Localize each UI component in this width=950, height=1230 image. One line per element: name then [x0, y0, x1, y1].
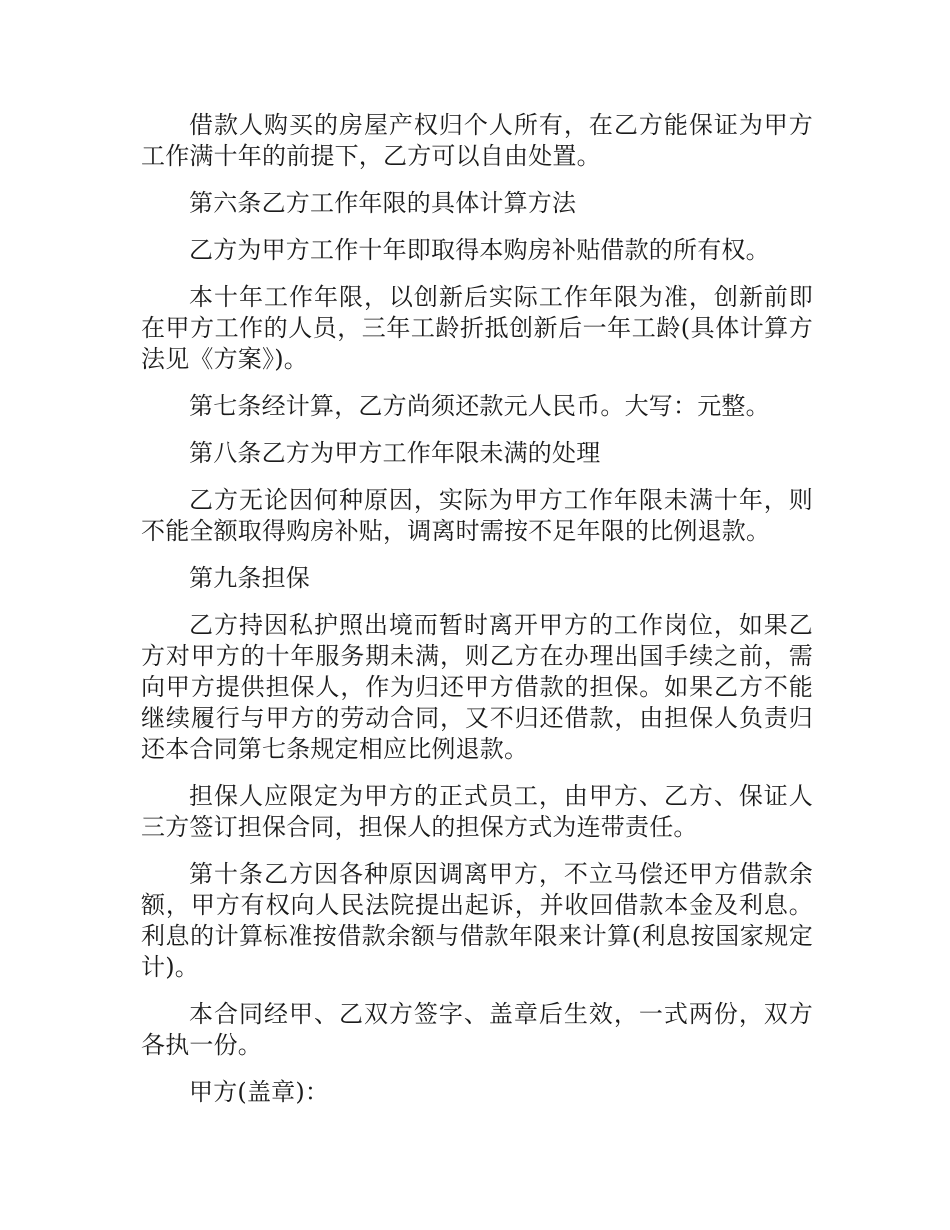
paragraph-ten-years: 乙方为甲方工作十年即取得本购房补贴借款的所有权。	[189, 236, 770, 264]
paragraph-refund: 乙方无论因何种原因，实际为甲方工作年限未满十年，则不能全额取得购房补贴，调离时需按不足年限的比例退款。	[141, 486, 813, 545]
heading-article-8: 第八条乙方为甲方工作年限未满的处理	[189, 439, 601, 467]
paragraph-guarantor-limit: 担保人应限定为甲方的正式员工，由甲方、乙方、保证人三方签订担保合同，担保人的担保方式为连带责任。	[141, 782, 813, 841]
paragraph-guarantor: 乙方持因私护照出境而暂时离开甲方的工作岗位，如果乙方对甲方的十年服务期未满，则乙方在办理出国手续之前，需向甲方提供担保人，作为归还甲方借款的担保。如果乙方不能继续履行与甲方的劳动合同，又不归还借款，由担保人负责归还本合同第七条规定相应比例退款。	[141, 611, 813, 763]
heading-article-7: 第七条经计算，乙方尚须还款元人民币。大写：元整。	[189, 392, 770, 420]
party-a-seal: 甲方(盖章)：	[189, 1078, 330, 1106]
paragraph-work-years-calc: 本十年工作年限，以创新后实际工作年限为准，创新前即在甲方工作的人员，三年工龄折抵创新后一年工龄(具体计算方法见《方案》)。	[141, 283, 813, 373]
paragraph-effective: 本合同经甲、乙双方签字、盖章后生效，一式两份，双方各执一份。	[141, 1000, 813, 1059]
heading-article-6: 第六条乙方工作年限的具体计算方法	[189, 189, 577, 217]
document-body	[141, 110, 813, 1124]
heading-article-9: 第九条担保	[189, 564, 310, 592]
heading-article-10: 第十条乙方因各种原因调离甲方，不立马偿还甲方借款余额，甲方有权向人民法院提出起诉，并收回借款本金及利息。利息的计算标准按借款余额与借款年限来计算(利息按国家规定计)。	[141, 860, 813, 981]
paragraph-ownership: 借款人购买的房屋产权归个人所有，在乙方能保证为甲方工作满十年的前提下，乙方可以自由处置。	[141, 111, 813, 170]
